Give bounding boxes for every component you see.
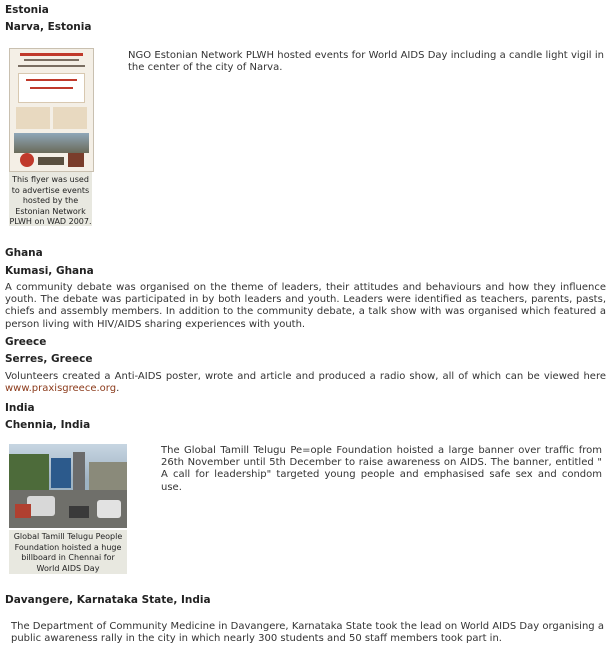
estonia-flyer-caption: This flyer was used to advertise events hosted by the Estonian Network PLWH on WAD 2007.	[9, 172, 92, 226]
estonia-description: NGO Estonian Network PLWH hosted events for World AIDS Day including a candle light vigil in the center of the city of Narva.	[128, 50, 604, 74]
city-heading-kumasi: Kumasi, Ghana	[5, 265, 94, 277]
city-heading-serres: Serres, Greece	[5, 353, 93, 365]
country-heading-india: India	[5, 402, 35, 414]
estonia-flyer-image	[9, 48, 94, 172]
country-heading-ghana: Ghana	[5, 247, 43, 259]
davangere-description: The Department of Community Medicine in Davangere, Karnataka State took the lead on World AIDS Day organising a public awareness rally in the city in which nearly 300 students and 50 staff members took part in.	[11, 621, 604, 645]
city-heading-chennia: Chennia, India	[5, 419, 91, 431]
city-heading-davangere: Davangere, Karnataka State, India	[5, 594, 211, 606]
country-heading-greece: Greece	[5, 336, 47, 348]
greece-description	[5, 371, 606, 395]
ghana-description: A community debate was organised on the theme of leaders, their attitudes and behaviours and how they influence youth. The debate was participated in by both leaders and youth. Leaders were identified as teachers, parents, pasts, chiefs and assembly members. In addition to the community debate, a talk show with was organised which featured a person living with HIV/AIDS sharing experiences with youth.	[5, 282, 606, 330]
india-description: The Global Tamill Telugu Pe=ople Foundation hoisted a large banner over traffic from 26th November until 5th December to raise awareness on AIDS. The banner, entitled " A call for leadership" targeted young people and emphasised safe sex and condom use.	[161, 445, 602, 493]
greece-period: .	[116, 383, 120, 395]
greece-text: Volunteers created a Anti-AIDS poster, wrote and article and produced a radio show, all of which can be viewed here	[5, 371, 606, 382]
praxisgreece-link[interactable]: www.praxisgreece.org	[5, 383, 117, 395]
city-heading-narva: Narva, Estonia	[5, 21, 92, 33]
chennai-billboard-caption: Global Tamill Telugu People Foundation hoisted a huge billboard in Chennai for World AIDS Day	[9, 530, 127, 574]
chennai-billboard-image	[9, 444, 127, 528]
country-heading-estonia: Estonia	[5, 4, 49, 16]
